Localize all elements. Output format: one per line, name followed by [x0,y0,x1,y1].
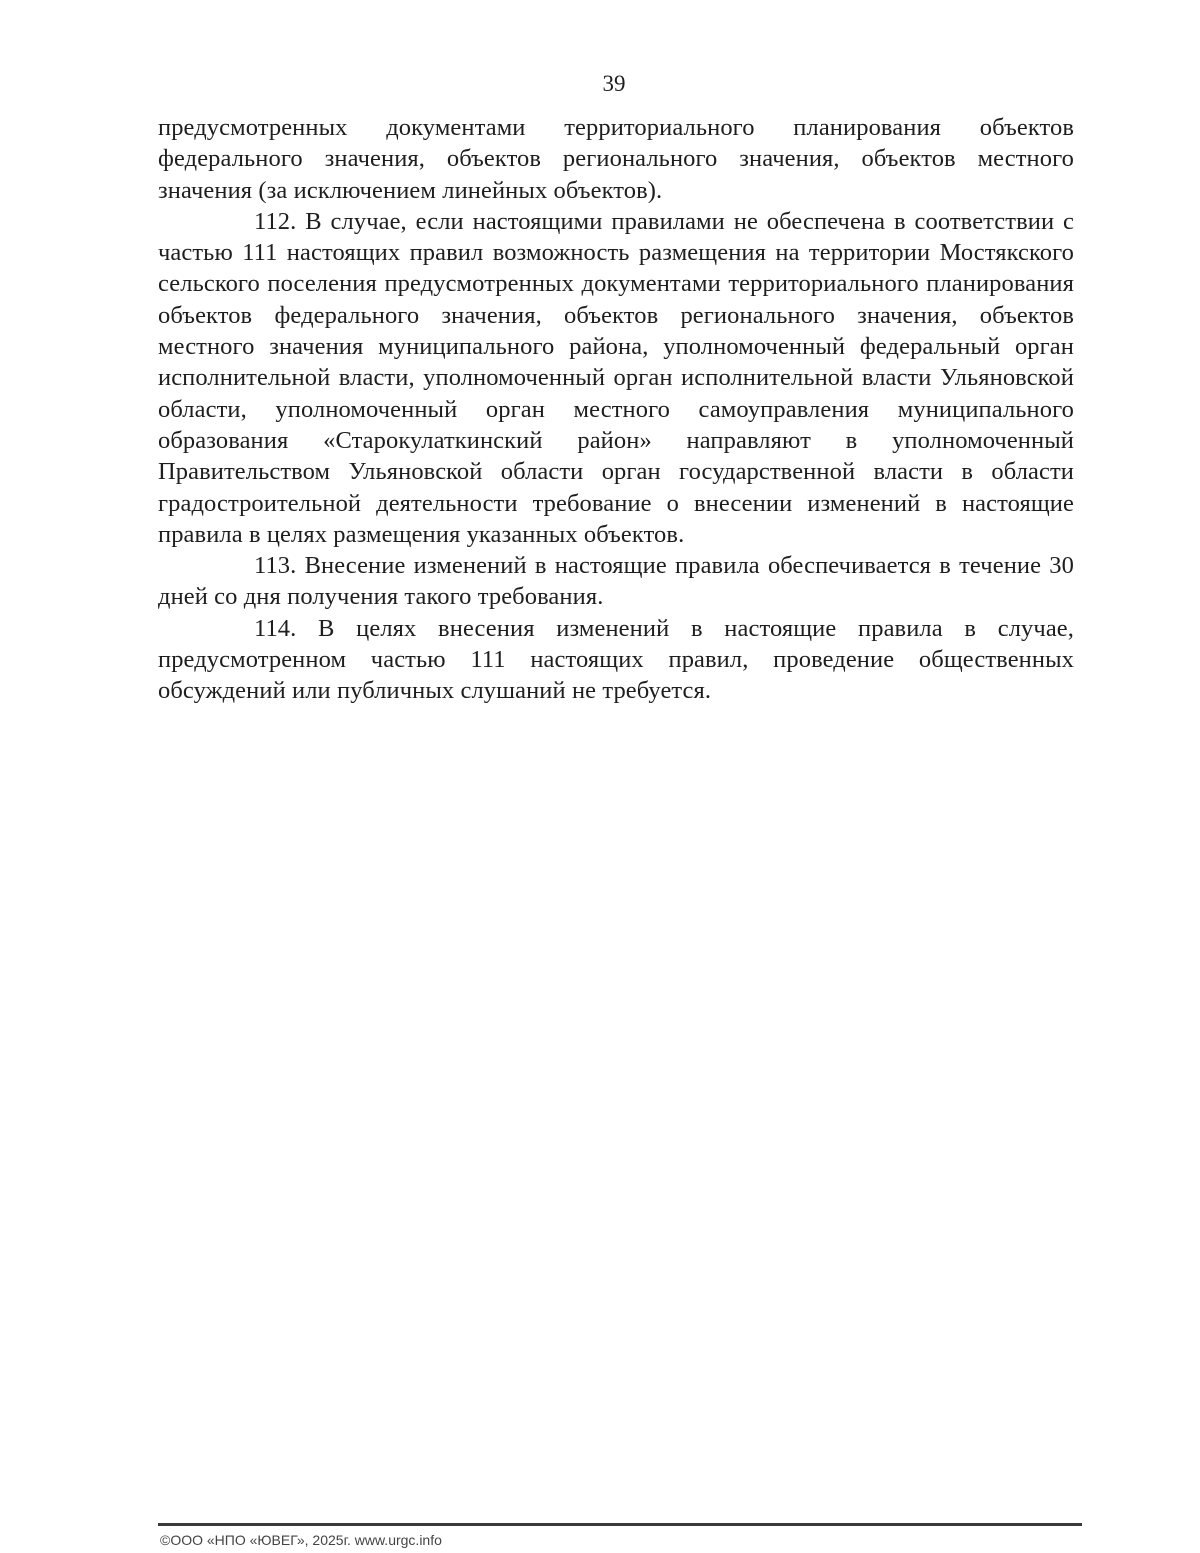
document-body [158,112,1074,707]
paragraph-112: 112. В случае, если настоящими правилами не обеспечена в соответствии с частью 111 настоящих правил возможность размещения на территории Мостякского сельского поселения предусмотренных документами территориального планирования объектов федерального значения, объектов регионального значения, объектов местного значения муниципального района, уполномоченный федеральный орган исполнительной власти, уполномоченный орган исполнительной власти Ульяновской области, уполномоченный орган местного самоуправления муниципального образования «Старокулаткинский район» направляют в уполномоченный Правительством Ульяновской области орган государственной власти в области градостроительной деятельности требование о внесении изменений в настоящие правила в целях размещения указанных объектов. [158,207,1074,548]
page-number: 39 [602,71,626,96]
paragraph-continuation: предусмотренных документами территориального планирования объектов федерального значения, объектов регионального значения, объектов местного значения (за исключением линейных объектов). [158,114,1074,204]
footer-copyright: ©ООО «НПО «ЮВЕГ», 2025г. www.urgc.info [160,1532,442,1548]
paragraph-113: 113. Внесение изменений в настоящие правила обеспечивается в течение 30 дней со дня получения такого требования. [158,552,1074,611]
paragraph-114: 114. В целях внесения изменений в настоящие правила в случае, предусмотренном частью 111 настоящих правил, проведение общественных обсуждений или публичных слушаний не требуется. [158,614,1074,705]
footer-divider [158,1523,1082,1526]
